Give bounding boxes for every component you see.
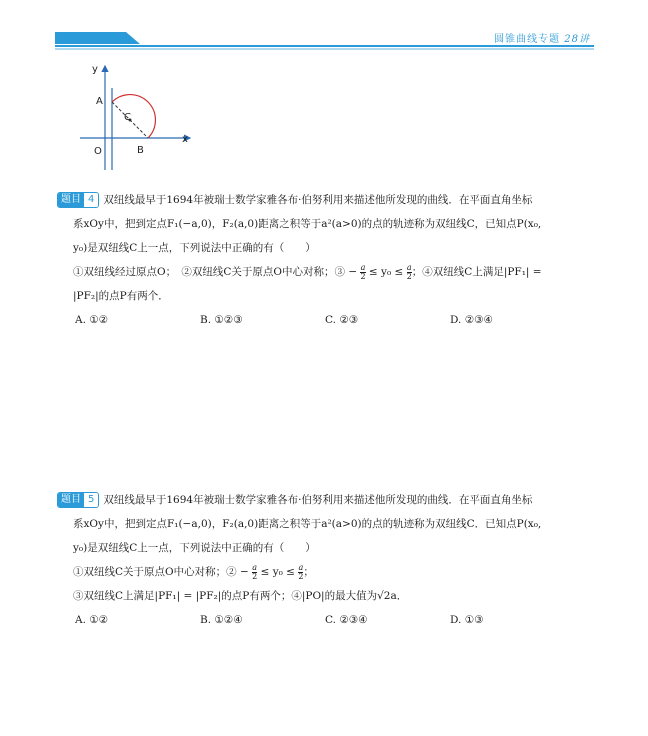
question-number: 4 <box>84 193 98 207</box>
page-header <box>0 0 648 60</box>
option-d[interactable]: D. ②③④ <box>450 314 493 326</box>
question-line: y₀)是双纽线C上一点，下列说法中正确的有（ ） <box>73 542 316 554</box>
statement-part: ①双纽线C关于原点O中心对称；② − <box>73 566 249 578</box>
question-label <box>57 492 99 508</box>
question-line: 系xOy中，把到定点F₁(−a,0)，F₂(a,0)距离之积等于a²(a>0)的点的轨迹称为双纽线C．已知点P(x₀, <box>73 518 542 530</box>
fraction-denominator: 2 <box>360 271 366 281</box>
question-line <box>57 488 597 512</box>
header-title-text: 圆锥曲线专题 <box>494 34 561 45</box>
fraction <box>360 264 365 281</box>
label-a: A <box>96 96 103 107</box>
header-title-number: 28讲 <box>564 34 590 45</box>
statement-part: ①双纽线经过原点O； ②双纽线C关于原点O中心对称；③ − <box>73 266 358 278</box>
question-tag: 题目 <box>58 493 84 507</box>
question-4 <box>57 188 597 332</box>
option-a[interactable]: A. ①② <box>75 614 109 626</box>
fraction-numerator: a <box>406 262 412 272</box>
option-c[interactable]: C. ②③ <box>325 314 359 326</box>
label-b: B <box>137 145 144 156</box>
question-line: 系xOy中，把到定点F₁(−a,0)，F₂(a,0)距离之积等于a²(a>0)的点的轨迹称为双纽线C，已知点P(x₀, <box>73 218 542 230</box>
question-text: 双纽线最早于1694年被瑞士数学家雅各布·伯努利用来描述他所发现的曲线．在平面直角坐标 <box>103 194 533 206</box>
question-line <box>57 188 597 212</box>
statement-line <box>57 560 597 584</box>
fraction-numerator: a <box>360 262 366 272</box>
question-5 <box>57 488 597 632</box>
question-number: 5 <box>84 493 98 507</box>
statement-line <box>57 260 597 284</box>
question-line: |PF₂|的点P有两个． <box>73 290 169 302</box>
question-text: 双纽线最早于1694年被瑞士数学家雅各布·伯努利用来描述他所发现的曲线．在平面直角坐标 <box>103 494 533 506</box>
label-c: C <box>124 112 131 123</box>
circle-arc <box>112 95 155 138</box>
statement-part: ；④双纽线C上满足|PF₁| = <box>411 266 542 278</box>
circle-figure <box>70 58 200 180</box>
question-line: y₀)是双纽线C上一点，下列说法中正确的有（ ） <box>73 242 316 254</box>
question-tag: 题目 <box>58 193 84 207</box>
label-x: x <box>182 134 188 145</box>
question-label <box>57 192 99 208</box>
question-line: ③双纽线C上满足|PF₁| = |PF₂|的点P有两个；④|PO|的最大值为√2a． <box>73 590 408 602</box>
statement-part: ； <box>303 566 314 578</box>
options-row <box>57 608 597 632</box>
option-d[interactable]: D. ①③ <box>450 614 484 626</box>
option-b[interactable]: B. ①②③ <box>200 314 243 326</box>
statement-part: ≤ y₀ ≤ <box>368 266 404 278</box>
options-row <box>57 308 597 332</box>
fraction-denominator: 2 <box>406 271 412 281</box>
label-o: O <box>94 146 102 157</box>
header-title <box>494 30 590 45</box>
fraction-denominator: 2 <box>252 571 258 581</box>
fraction-numerator: a <box>298 562 304 572</box>
label-y: y <box>92 64 98 75</box>
option-a[interactable]: A. ①② <box>75 314 109 326</box>
option-b[interactable]: B. ①②④ <box>200 614 243 626</box>
fraction <box>252 564 257 581</box>
fraction-numerator: a <box>252 562 258 572</box>
option-c[interactable]: C. ②③④ <box>325 614 368 626</box>
fraction-denominator: 2 <box>298 571 304 581</box>
statement-part: ≤ y₀ ≤ <box>260 566 295 578</box>
